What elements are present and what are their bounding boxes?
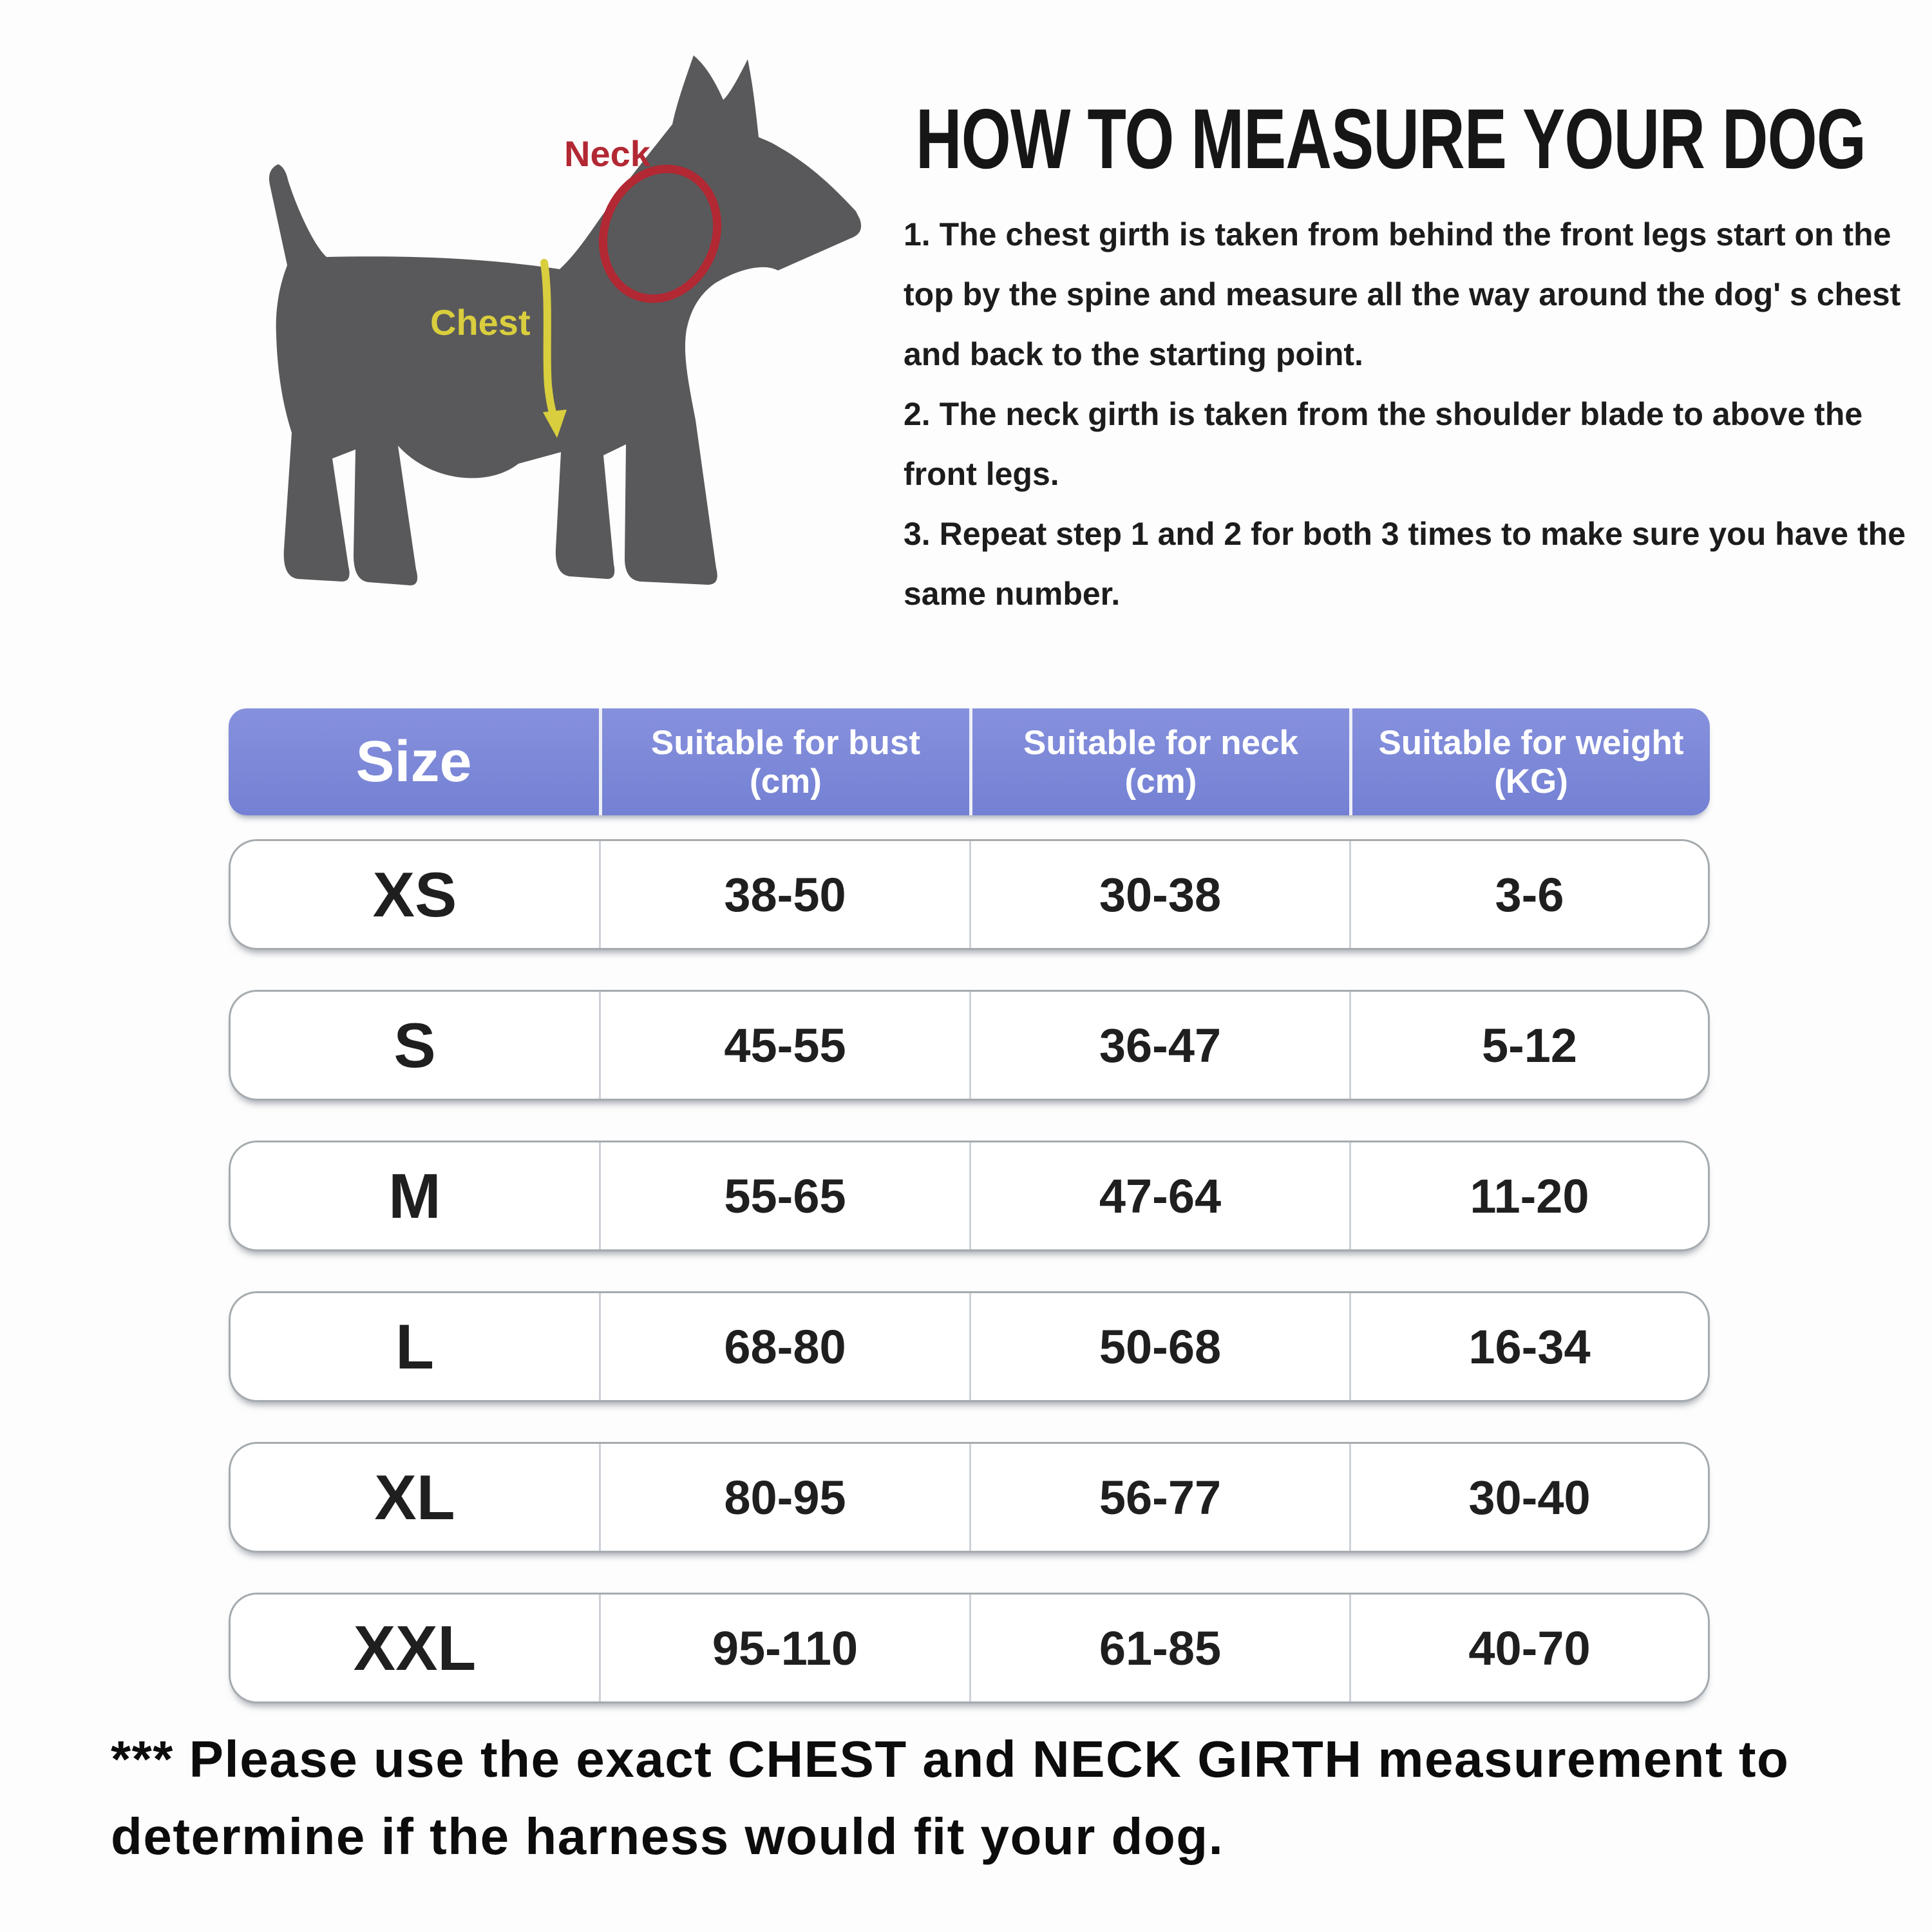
cell-neck: 47-64	[969, 1142, 1349, 1249]
cell-bust: 95-110	[599, 1595, 969, 1701]
cell-weight: 16-34	[1349, 1293, 1708, 1400]
cell-weight: 30-40	[1349, 1444, 1708, 1551]
cell-neck: 50-68	[969, 1293, 1349, 1400]
header-cell-weight	[1349, 708, 1710, 815]
cell-size: M	[388, 1160, 441, 1231]
header-unit: (cm)	[750, 762, 822, 800]
header-cell-neck	[969, 708, 1349, 815]
cell-bust: 80-95	[599, 1444, 969, 1551]
size-table-header	[229, 708, 1710, 815]
instruction-step-1: 1. The chest girth is taken from behind the front legs start on the top by the spine and measure all the way around the dog' s chest and back to the starting point.	[904, 216, 1901, 372]
instruction-step-3: 3. Repeat step 1 and 2 for both 3 times to make sure you have the same number.	[904, 516, 1906, 612]
header-cell-bust	[599, 708, 969, 815]
cell-weight: 40-70	[1349, 1595, 1708, 1701]
size-table-row-l	[229, 1291, 1710, 1402]
cell-weight: 5-12	[1349, 992, 1708, 1099]
header-unit: (KG)	[1494, 762, 1568, 800]
cell-bust: 38-50	[599, 841, 969, 948]
cell-size: L	[395, 1311, 434, 1382]
cell-bust: 45-55	[599, 992, 969, 1099]
cell-neck: 36-47	[969, 992, 1349, 1099]
chest-label: Chest	[430, 302, 531, 343]
header-label: Suitable for neck	[1023, 724, 1299, 762]
header-label: Suitable for weight	[1378, 724, 1684, 762]
header-unit: (cm)	[1124, 762, 1197, 800]
cell-size: XL	[374, 1461, 455, 1533]
cell-neck: 30-38	[969, 841, 1349, 948]
cell-size: S	[393, 1009, 436, 1081]
fit-note: *** Please use the exact CHEST and NECK GIRTH measurement to determine if the harness would fit your dog.	[111, 1730, 1790, 1865]
size-table-row-xl	[229, 1442, 1710, 1553]
header-label: Suitable for bust	[650, 724, 921, 762]
cell-size: XS	[372, 858, 457, 930]
cell-weight: 11-20	[1349, 1142, 1708, 1249]
size-table-row-xs	[229, 839, 1710, 950]
header-cell-size	[229, 708, 599, 815]
page-title: HOW TO MEASURE YOUR DOG	[916, 91, 1866, 186]
measure-instructions	[904, 205, 1932, 624]
instruction-step-2: 2. The neck girth is taken from the shoulder blade to above the front legs.	[904, 396, 1863, 492]
cell-weight: 3-6	[1349, 841, 1708, 948]
dog-measurement-illustration	[129, 32, 869, 644]
size-table-row-s	[229, 990, 1710, 1101]
size-table-row-xxl	[229, 1593, 1710, 1703]
header-label: Size	[355, 730, 472, 794]
cell-neck: 56-77	[969, 1444, 1349, 1551]
cell-bust: 55-65	[599, 1142, 969, 1249]
size-table	[229, 708, 1710, 1703]
cell-bust: 68-80	[599, 1293, 969, 1400]
size-table-row-m	[229, 1141, 1710, 1251]
cell-size: XXL	[353, 1612, 477, 1683]
cell-neck: 61-85	[969, 1595, 1349, 1701]
neck-label: Neck	[564, 133, 650, 174]
